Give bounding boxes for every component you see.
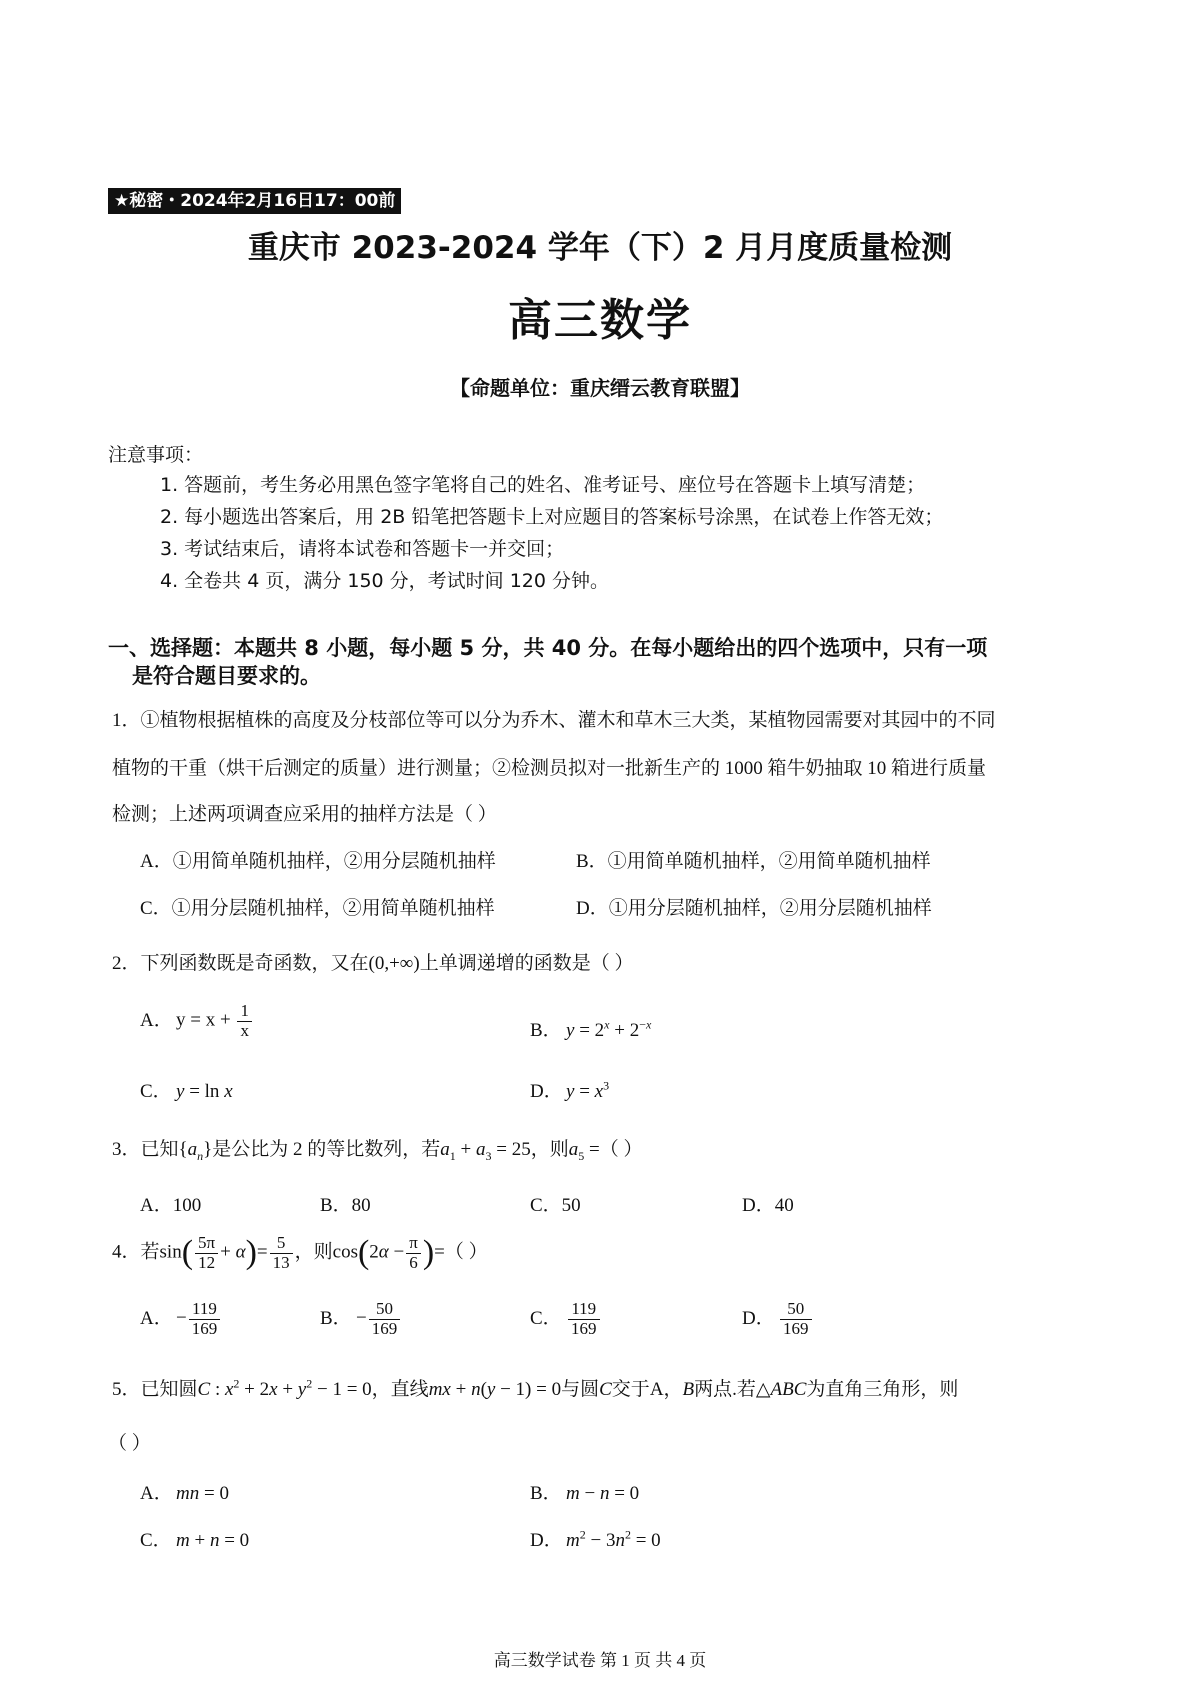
- q2-label-b: B．: [530, 1020, 562, 1041]
- section-heading: 一、选择题：本题共 8 小题，每小题 5 分，共 40 分。在每小题给出的四个选项中，只有一项: [108, 636, 988, 660]
- q2-label-a: A．: [140, 1009, 173, 1031]
- issuer-line: 【命题单位：重庆缙云教育联盟】: [450, 376, 750, 400]
- q4-a-fraction: $\frac{119}{169}$: [189, 1300, 221, 1338]
- q5-stem-a: 5．已知圆: [112, 1379, 198, 1400]
- q2-option-a: A． y = x + $\frac{1}{x}$: [140, 1002, 254, 1040]
- q4-b-fraction: $\frac{50}{169}$: [369, 1300, 401, 1338]
- q4-stem-b: ，则: [294, 1241, 333, 1263]
- q4-option-c: [530, 1300, 602, 1338]
- q4-frac-pi-6: $\frac{\pi}{6}$: [406, 1234, 421, 1272]
- notice-item: 3. 考试结束后，请将本试卷和答题卡一并交回；: [160, 538, 565, 560]
- q4-label-a: A．: [140, 1307, 173, 1329]
- q4-c-fraction: $\frac{119}{169}$: [568, 1300, 600, 1338]
- q2-label-c: C．: [140, 1081, 172, 1102]
- notice-item: 1. 答题前，考生务必用黑色签字笔将自己的姓名、准考证号、座位号在答题卡上填写清楚；: [160, 474, 926, 496]
- q5-option-a: A． mn = 0: [140, 1478, 229, 1505]
- q5-stem-e: 两点.若△: [694, 1379, 771, 1400]
- q5-label-d: D．: [530, 1530, 563, 1551]
- q2-stem-b: 上单调递增的函数是（ ）: [419, 953, 634, 974]
- q4-option-a: [140, 1300, 222, 1338]
- q2-a-fraction: $\frac{1}{x}$: [237, 1002, 252, 1040]
- q5-paren: （ ）: [108, 1433, 151, 1454]
- q1-stem-line: 植物的干重（烘干后测定的质量）进行测量；②检测员拟对一批新生产的 1000 箱牛奶抽取 10 箱进行质量: [112, 758, 987, 779]
- q5-stem-f: 为直角三角形，则: [806, 1379, 959, 1400]
- q3-stem-a: 3．已知: [112, 1139, 179, 1160]
- q1-option-a: A．①用简单随机抽样，②用分层随机抽样: [140, 851, 496, 872]
- q2-stem: [112, 948, 633, 975]
- q4-b-sign: −: [356, 1307, 367, 1329]
- q1-stem-line: 检测；上述两项调查应采用的抽样方法是（ ）: [112, 804, 497, 825]
- notice-title: 注意事项：: [108, 444, 204, 466]
- section-heading-cont: 是符合题目要求的。: [132, 664, 321, 688]
- q4-frac-5pi-12: $\frac{5\pi}{12}$: [195, 1234, 218, 1272]
- q4-option-d: [742, 1300, 814, 1338]
- q2-stem-a: 2．下列函数既是奇函数，又在: [112, 953, 369, 974]
- q1-option-d: D．①用分层随机抽样，②用分层随机抽样: [576, 898, 932, 919]
- q2-option-b: B． $y = 2^x + 2^{-x}$: [530, 1015, 651, 1042]
- q2-interval: (0,+∞): [368, 953, 420, 974]
- q1-option-c: C．①用分层随机抽样，②用简单随机抽样: [140, 898, 495, 919]
- q4-stem: 4．若sin( $\frac{5\pi}{12}$ + α)= $\frac{5}{13}$ ，则cos(2α − $\frac{\pi}{6}$ )=（ ）: [112, 1233, 488, 1272]
- q3-option-c: C．50: [530, 1195, 581, 1216]
- q3-stem-b: 是公比为 2 的等比数列，若: [212, 1139, 441, 1160]
- q5-stem-b: ，直线: [371, 1379, 429, 1400]
- q5-option-b: B． m − n = 0: [530, 1478, 639, 1505]
- secret-notice-badge: ★秘密・2024年2月16日17：00前: [108, 188, 401, 214]
- q4-stem-c: （ ）: [444, 1241, 488, 1263]
- q4-a-sign: −: [176, 1307, 187, 1329]
- q5-label-b: B．: [530, 1483, 562, 1504]
- q3-option-a: A．100: [140, 1195, 202, 1216]
- q2-label-d: D．: [530, 1081, 563, 1102]
- q2-option-c: C． y = ln x: [140, 1076, 233, 1103]
- q4-label-c: C．: [530, 1307, 562, 1329]
- q5-label-c: C．: [140, 1530, 172, 1551]
- q5-option-d: D． $m^2 - 3n^2 = 0$: [530, 1525, 661, 1552]
- q4-label-b: B．: [320, 1307, 352, 1329]
- q3-option-d: D．40: [742, 1195, 794, 1216]
- q3-option-b: B．80: [320, 1195, 371, 1216]
- subject-title: 高三数学: [508, 295, 692, 346]
- q5-stem-c: 与圆: [561, 1379, 600, 1400]
- q1-option-b: B．①用简单随机抽样，②用简单随机抽样: [576, 851, 931, 872]
- q4-d-fraction: $\frac{50}{169}$: [780, 1300, 812, 1338]
- q4-label-d: D．: [742, 1307, 775, 1329]
- q3-stem-d: （ ）: [599, 1139, 643, 1160]
- q3-stem-c: ，则: [530, 1139, 569, 1160]
- exam-title: 重庆市 2023-2024 学年（下）2 月月度质量检测: [247, 230, 953, 266]
- q5-stem-d: 交于: [611, 1379, 650, 1400]
- q5-label-a: A．: [140, 1483, 173, 1504]
- q3-stem: 3．已知$\{a_n\}$是公比为 2 的等比数列，若$a_1 + a_3 = 25$，则$a_5$ =（ ）: [112, 1139, 643, 1163]
- q4-stem-a: 4．若: [112, 1241, 160, 1263]
- q5-stem: 5．已知圆C : $x^2 + 2x + y^2 - 1 = 0$，直线mx + n(y − 1) = 0与圆C交于A，B两点.若△ABC为直角三角形，则: [112, 1376, 959, 1400]
- q2-option-d: D． $y = x^3$: [530, 1076, 609, 1103]
- q1-stem-line: 1．①植物根据植株的高度及分枝部位等可以分为乔木、灌木和草木三大类，某植物园需要对其园中的不同: [112, 710, 996, 731]
- q4-option-b: [320, 1300, 402, 1338]
- notice-item: 2. 每小题选出答案后，用 2B 铅笔把答题卡上对应题目的答案标号涂黑，在试卷上作答无效；: [160, 506, 944, 528]
- q5-option-c: C． m + n = 0: [140, 1525, 249, 1552]
- notice-item: 4. 全卷共 4 页，满分 150 分，考试时间 120 分钟。: [160, 570, 610, 592]
- q4-frac-5-13: $\frac{5}{13}$: [270, 1234, 293, 1272]
- page-footer: 高三数学试卷 第 1 页 共 4 页: [493, 1651, 707, 1670]
